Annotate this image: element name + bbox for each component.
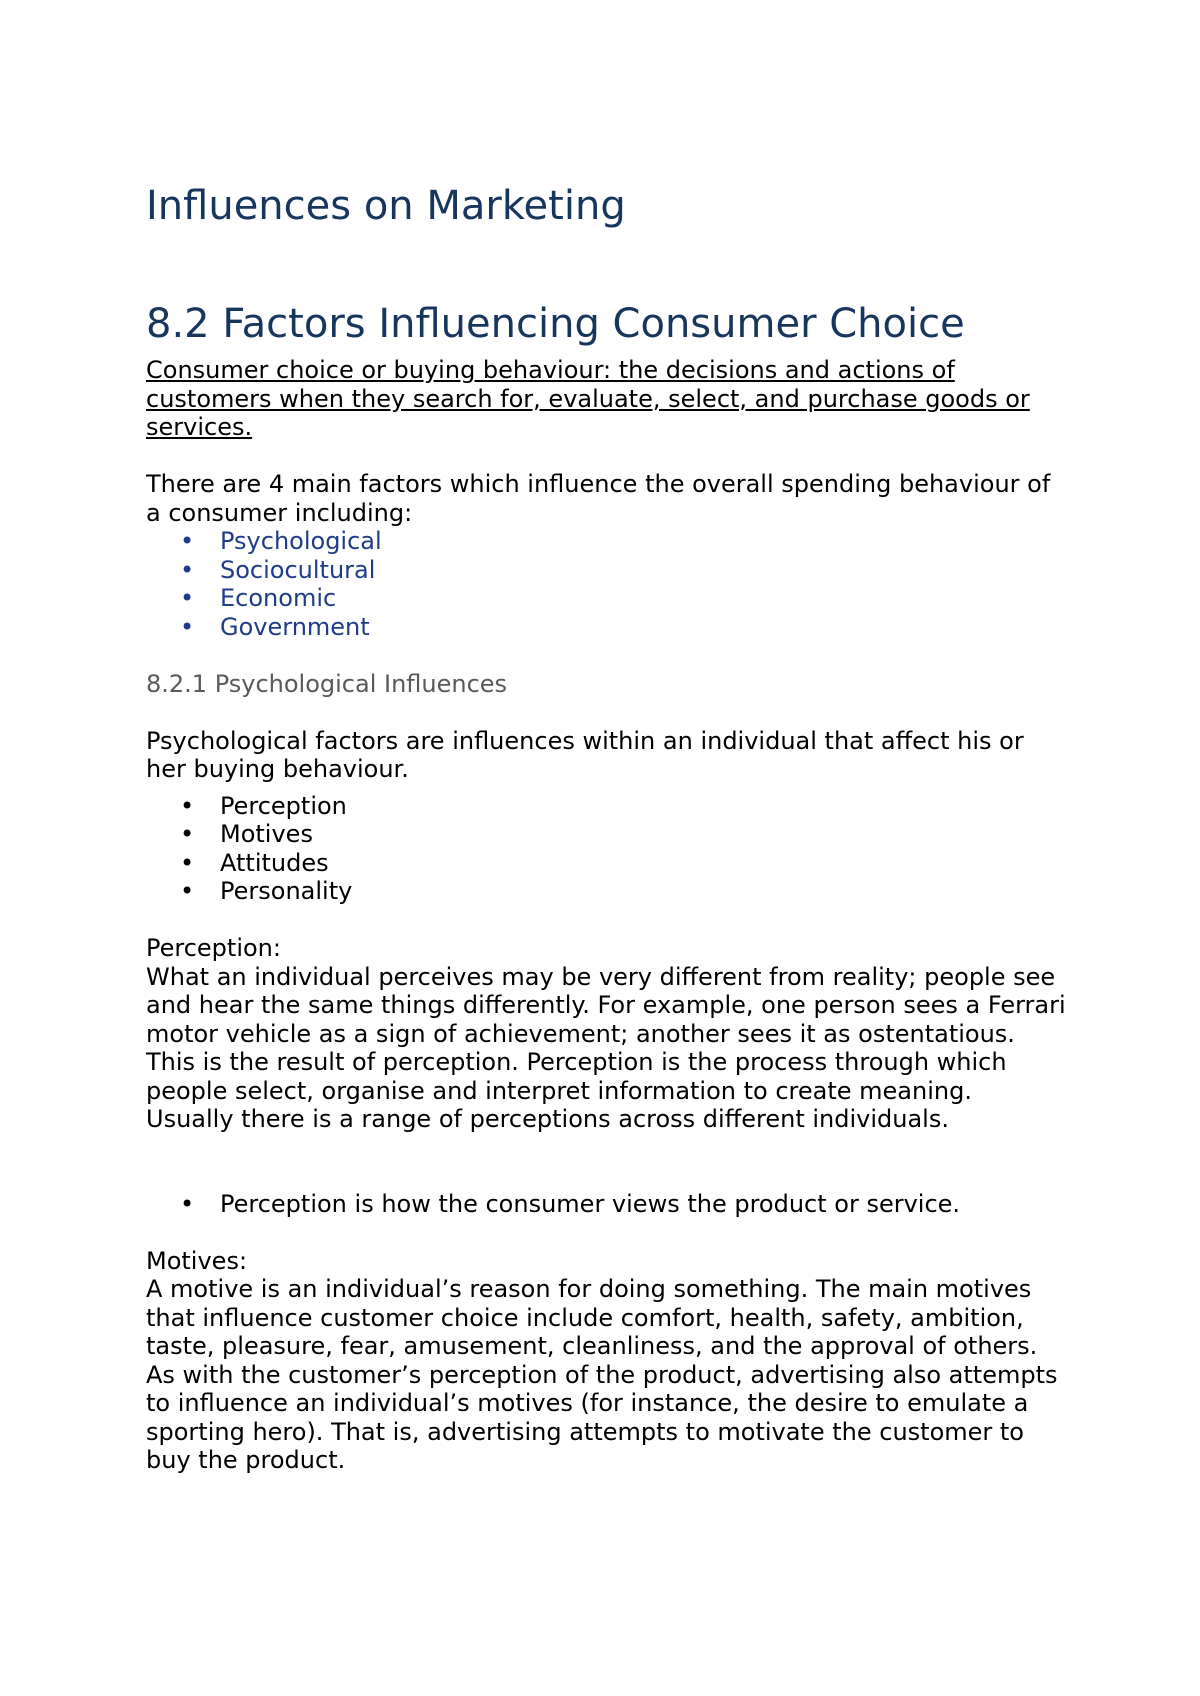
list-item-label: Personality <box>220 877 353 905</box>
list-item <box>146 877 1066 906</box>
list-item-label: Perception is how the consumer views the product or service. <box>220 1189 961 1218</box>
spacer <box>146 784 1066 792</box>
list-item <box>146 584 1066 613</box>
section-heading: 8.2 Factors Influencing Consumer Choice <box>146 301 965 347</box>
list-item-label: Government <box>220 612 370 641</box>
list-item <box>146 1190 1066 1219</box>
bullet-icon: • <box>180 555 195 584</box>
list-item-label: Psychological <box>220 527 382 555</box>
motives-label: Motives: <box>146 1246 248 1275</box>
bullet-icon: • <box>180 791 195 820</box>
spacer <box>146 1134 1066 1190</box>
bullet-icon: • <box>180 612 195 641</box>
bullet-icon: • <box>180 877 195 905</box>
bullet-icon: • <box>180 584 195 612</box>
list-item <box>146 849 1066 878</box>
motives-paragraph: A motive is an individual’s reason for doing something. The main motives that influence customer choice include comfort, health, safety, ambition, taste, pleasure, fear, amusement, cleanliness, and the approval of others. As with the customer’s perception of the product, advertising also attempts to influence an individual’s motives (for instance, the desire to emulate a sporting hero). That is, advertising attempts to motivate the customer to buy the product. <box>146 1275 1058 1474</box>
list-item-label: Economic <box>220 584 337 612</box>
list-item-label: Attitudes <box>220 848 329 877</box>
perception-label: Perception: <box>146 934 281 962</box>
list-item <box>146 820 1066 849</box>
bullet-icon: • <box>180 820 195 848</box>
document-body <box>146 356 1066 1475</box>
list-item <box>146 527 1066 556</box>
list-item-label: Perception <box>220 791 347 820</box>
perception-paragraph: What an individual perceives may be very different from reality; people see and hear the same things differently. For example, one person sees a Ferrari motor vehicle as a sign of achievement; another sees it as ostentatious. This is the result of perception. Perception is the process through which people select, organise and interpret information to create meaning. Usually there is a range of perceptions across different individuals. <box>146 962 1066 1133</box>
list-item <box>146 792 1066 821</box>
list-item <box>146 613 1066 642</box>
bullet-icon: • <box>180 848 195 877</box>
perception-summary-list <box>146 1190 1066 1219</box>
list-item-label: Motives <box>220 820 313 848</box>
spacer <box>146 641 1066 670</box>
intro-paragraph: There are 4 main factors which influence the overall spending behaviour of a consumer including: <box>146 470 1051 527</box>
spacer <box>146 698 1066 727</box>
psych-intro-paragraph: Psychological factors are influences within an individual that affect his or her buying behaviour. <box>146 726 1024 783</box>
list-item-label: Sociocultural <box>220 555 376 584</box>
bullet-icon: • <box>180 1189 195 1218</box>
definition-text: Consumer choice or buying behaviour: the decisions and actions of customers when they search for, evaluate, select, and purchase goods or services. <box>146 356 1030 441</box>
bullet-icon: • <box>180 527 195 555</box>
factor-list <box>146 527 1066 641</box>
psych-factor-list <box>146 792 1066 906</box>
spacer <box>146 906 1066 935</box>
document-title: Influences on Marketing <box>146 183 626 229</box>
spacer <box>146 442 1066 471</box>
list-item <box>146 556 1066 585</box>
subsection-heading: 8.2.1 Psychological Influences <box>146 669 508 698</box>
spacer <box>146 1218 1066 1247</box>
